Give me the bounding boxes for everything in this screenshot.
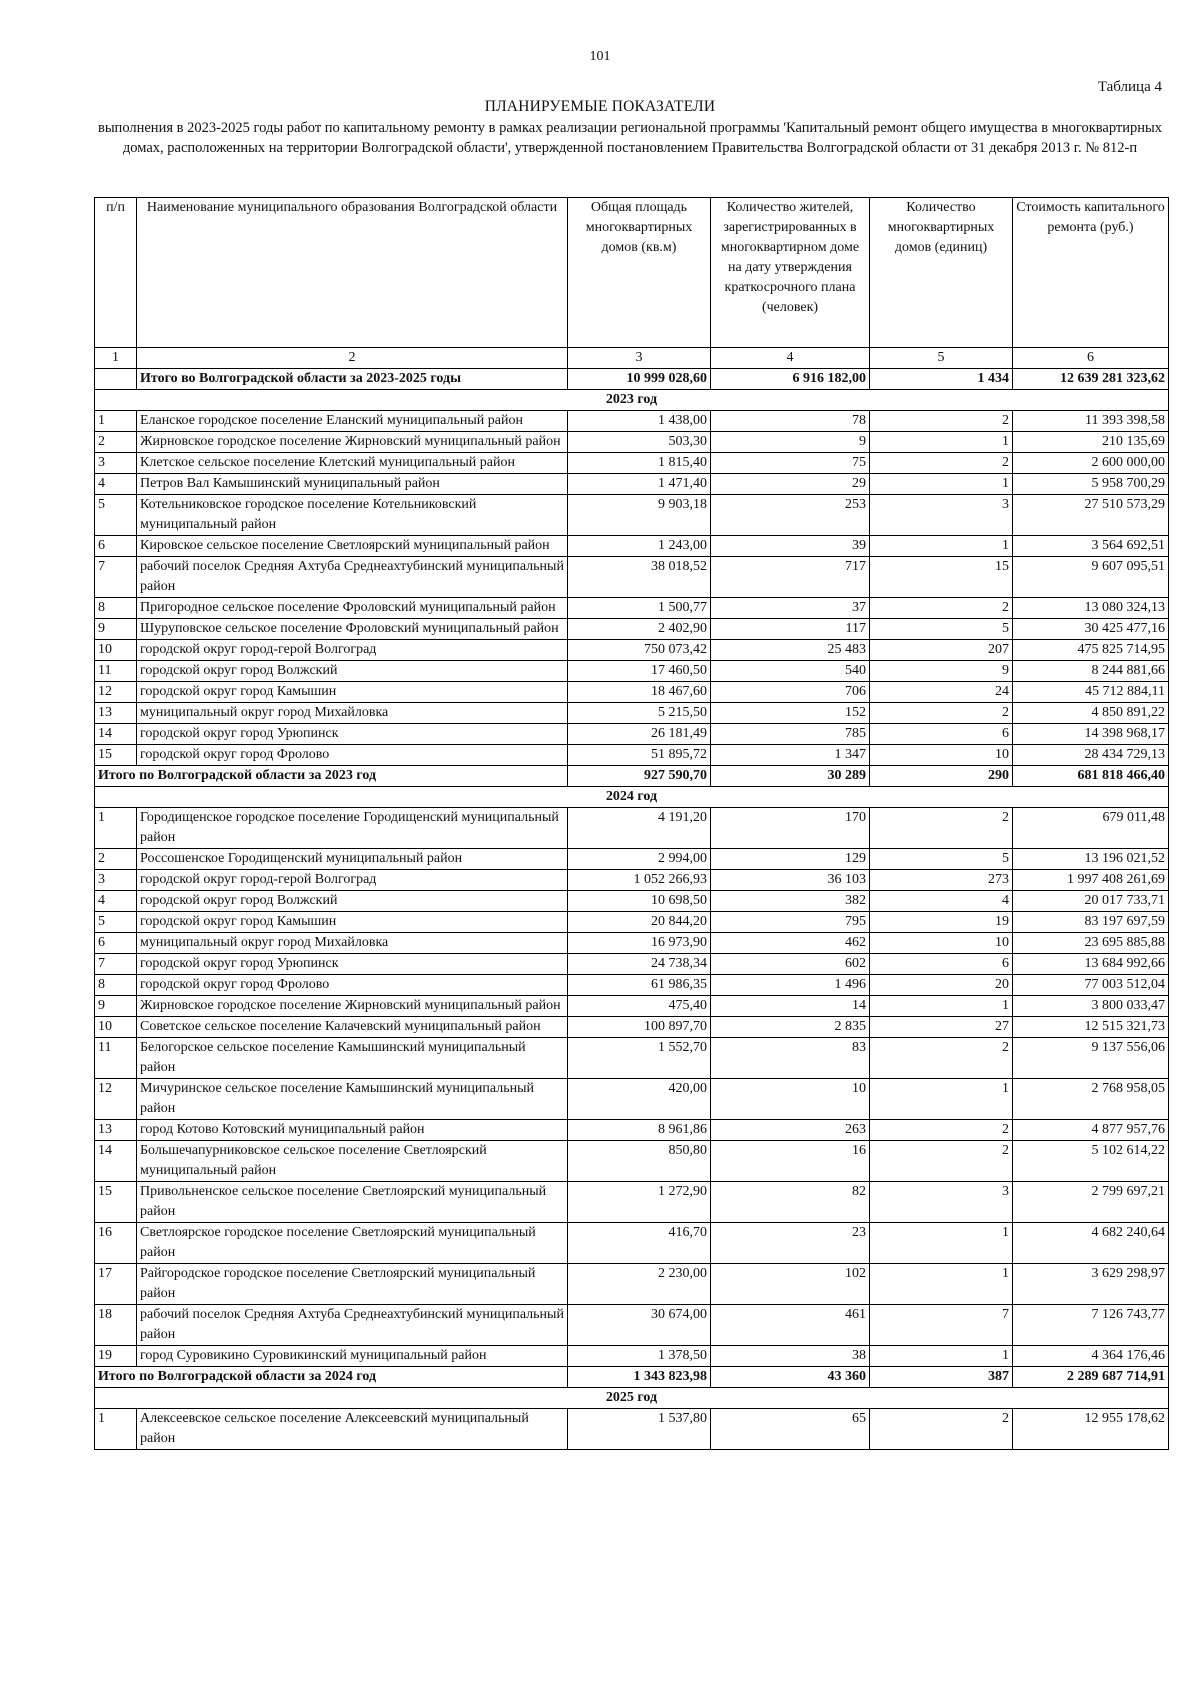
row-residents: 36 103 xyxy=(711,870,870,891)
table-row xyxy=(95,870,1169,891)
row-cost: 83 197 697,59 xyxy=(1013,912,1169,933)
row-municipality-name: рабочий поселок Средняя Ахтуба Среднеахтубинский муниципальный район xyxy=(137,1305,568,1346)
year-total-residents: 43 360 xyxy=(711,1367,870,1388)
row-houses: 6 xyxy=(870,954,1013,975)
row-area: 1 815,40 xyxy=(568,453,711,474)
row-area: 1 272,90 xyxy=(568,1182,711,1223)
row-number: 3 xyxy=(95,453,137,474)
row-residents: 170 xyxy=(711,808,870,849)
row-residents: 253 xyxy=(711,495,870,536)
row-area: 20 844,20 xyxy=(568,912,711,933)
table-row xyxy=(95,640,1169,661)
table-row xyxy=(95,703,1169,724)
table-row xyxy=(95,808,1169,849)
row-number: 5 xyxy=(95,495,137,536)
row-houses: 1 xyxy=(870,1346,1013,1367)
row-houses: 1 xyxy=(870,996,1013,1017)
row-houses: 9 xyxy=(870,661,1013,682)
row-area: 9 903,18 xyxy=(568,495,711,536)
row-area: 1 537,80 xyxy=(568,1409,711,1450)
row-number: 8 xyxy=(95,975,137,996)
row-houses: 1 xyxy=(870,536,1013,557)
row-residents: 16 xyxy=(711,1141,870,1182)
column-index: 3 xyxy=(568,348,711,369)
row-residents: 83 xyxy=(711,1038,870,1079)
grand-total-row xyxy=(95,369,1169,390)
row-residents: 23 xyxy=(711,1223,870,1264)
row-number: 9 xyxy=(95,996,137,1017)
row-houses: 7 xyxy=(870,1305,1013,1346)
row-area: 2 994,00 xyxy=(568,849,711,870)
row-number: 1 xyxy=(95,808,137,849)
row-houses: 1 xyxy=(870,1079,1013,1120)
row-area: 416,70 xyxy=(568,1223,711,1264)
page-number: 101 xyxy=(589,49,611,64)
row-area: 475,40 xyxy=(568,996,711,1017)
row-houses: 27 xyxy=(870,1017,1013,1038)
row-residents: 263 xyxy=(711,1120,870,1141)
table-row xyxy=(95,1017,1169,1038)
row-municipality-name: Белогорское сельское поселение Камышинский муниципальный район xyxy=(137,1038,568,1079)
year-total-cost: 2 289 687 714,91 xyxy=(1013,1367,1169,1388)
row-residents: 795 xyxy=(711,912,870,933)
row-houses: 1 xyxy=(870,1264,1013,1305)
row-houses: 15 xyxy=(870,557,1013,598)
year-header-row xyxy=(95,787,1169,808)
row-residents: 25 483 xyxy=(711,640,870,661)
row-municipality-name: Большечапурниковское сельское поселение Светлоярский муниципальный район xyxy=(137,1141,568,1182)
table-row xyxy=(95,724,1169,745)
row-residents: 78 xyxy=(711,411,870,432)
table-row xyxy=(95,954,1169,975)
row-houses: 207 xyxy=(870,640,1013,661)
row-area: 2 230,00 xyxy=(568,1264,711,1305)
table-row xyxy=(95,1141,1169,1182)
row-area: 18 467,60 xyxy=(568,682,711,703)
row-cost: 2 799 697,21 xyxy=(1013,1182,1169,1223)
row-municipality-name: рабочий поселок Средняя Ахтуба Среднеахтубинский муниципальный район xyxy=(137,557,568,598)
row-residents: 117 xyxy=(711,619,870,640)
plan-table xyxy=(94,197,1169,1450)
row-number: 8 xyxy=(95,598,137,619)
row-houses: 2 xyxy=(870,1141,1013,1182)
table-row xyxy=(95,432,1169,453)
year-total-residents: 30 289 xyxy=(711,766,870,787)
table-row xyxy=(95,849,1169,870)
row-number: 12 xyxy=(95,1079,137,1120)
row-municipality-name: Мичуринское сельское поселение Камышинский муниципальный район xyxy=(137,1079,568,1120)
grand-total-number xyxy=(95,369,137,390)
row-municipality-name: Жирновское городское поселение Жирновский муниципальный район xyxy=(137,432,568,453)
row-municipality-name: Пригородное сельское поселение Фроловский муниципальный район xyxy=(137,598,568,619)
row-cost: 2 600 000,00 xyxy=(1013,453,1169,474)
table-row xyxy=(95,598,1169,619)
row-municipality-name: городской округ город Камышин xyxy=(137,682,568,703)
row-residents: 65 xyxy=(711,1409,870,1450)
row-number: 12 xyxy=(95,682,137,703)
row-residents: 102 xyxy=(711,1264,870,1305)
table-row xyxy=(95,474,1169,495)
row-number: 18 xyxy=(95,1305,137,1346)
year-total-label: Итого по Волгоградской области за 2024 год xyxy=(95,1367,568,1388)
column-index: 1 xyxy=(95,348,137,369)
row-municipality-name: Шуруповское сельское поселение Фроловский муниципальный район xyxy=(137,619,568,640)
year-total-houses: 290 xyxy=(870,766,1013,787)
row-houses: 6 xyxy=(870,724,1013,745)
table-label: Таблица 4 xyxy=(1097,79,1162,95)
table-row xyxy=(95,682,1169,703)
row-municipality-name: городской округ город Волжский xyxy=(137,661,568,682)
row-residents: 14 xyxy=(711,996,870,1017)
row-cost: 2 768 958,05 xyxy=(1013,1079,1169,1120)
year-total-area: 1 343 823,98 xyxy=(568,1367,711,1388)
column-header-area: Общая площадь многоквартирных домов (кв.м) xyxy=(568,198,711,348)
grand-total-label: Итого во Волгоградской области за 2023-2025 годы xyxy=(137,369,568,390)
row-cost: 4 850 891,22 xyxy=(1013,703,1169,724)
row-houses: 1 xyxy=(870,432,1013,453)
row-houses: 2 xyxy=(870,453,1013,474)
row-municipality-name: Светлоярское городское поселение Светлоярский муниципальный район xyxy=(137,1223,568,1264)
year-header: 2025 год xyxy=(95,1388,1169,1409)
row-area: 1 471,40 xyxy=(568,474,711,495)
row-cost: 13 684 992,66 xyxy=(1013,954,1169,975)
row-houses: 2 xyxy=(870,1038,1013,1079)
row-residents: 2 835 xyxy=(711,1017,870,1038)
row-houses: 19 xyxy=(870,912,1013,933)
grand-total-cost: 12 639 281 323,62 xyxy=(1013,369,1169,390)
table-row xyxy=(95,1346,1169,1367)
row-municipality-name: Еланское городское поселение Еланский муниципальный район xyxy=(137,411,568,432)
row-cost: 1 997 408 261,69 xyxy=(1013,870,1169,891)
row-cost: 5 102 614,22 xyxy=(1013,1141,1169,1182)
table-row xyxy=(95,1182,1169,1223)
row-municipality-name: городской округ город Камышин xyxy=(137,912,568,933)
row-municipality-name: городской округ город Фролово xyxy=(137,975,568,996)
row-number: 13 xyxy=(95,1120,137,1141)
row-houses: 2 xyxy=(870,598,1013,619)
row-area: 503,30 xyxy=(568,432,711,453)
row-municipality-name: муниципальный округ город Михайловка xyxy=(137,933,568,954)
row-residents: 1 496 xyxy=(711,975,870,996)
row-area: 100 897,70 xyxy=(568,1017,711,1038)
row-residents: 129 xyxy=(711,849,870,870)
column-header-number: п/п xyxy=(95,198,137,348)
row-area: 1 500,77 xyxy=(568,598,711,619)
document-subtitle: выполнения в 2023-2025 годы работ по капитальному ремонту в рамках реализации региональной программы 'Капитальный ремонт общего имущества в многоквартирных домах, расположенных на территории Волгоградской области', утвержденной постановлением Правительства Волгоградской области от 31 декабря 2013 г. № 812-п xyxy=(97,120,1163,156)
table-row xyxy=(95,745,1169,766)
row-cost: 14 398 968,17 xyxy=(1013,724,1169,745)
row-residents: 152 xyxy=(711,703,870,724)
row-number: 10 xyxy=(95,640,137,661)
row-number: 14 xyxy=(95,724,137,745)
row-cost: 12 955 178,62 xyxy=(1013,1409,1169,1450)
row-number: 15 xyxy=(95,1182,137,1223)
table-row xyxy=(95,1409,1169,1450)
column-header-houses: Количество многоквартирных домов (единиц) xyxy=(870,198,1013,348)
row-houses: 2 xyxy=(870,808,1013,849)
row-municipality-name: городской округ город-герой Волгоград xyxy=(137,640,568,661)
table-row xyxy=(95,619,1169,640)
document-title: ПЛАНИРУЕМЫЕ ПОКАЗАТЕЛИ xyxy=(484,98,716,115)
column-index-row xyxy=(95,348,1169,369)
row-municipality-name: Котельниковское городское поселение Котельниковский муниципальный район xyxy=(137,495,568,536)
column-header-name: Наименование муниципального образования Волгоградской области xyxy=(137,198,568,348)
row-cost: 11 393 398,58 xyxy=(1013,411,1169,432)
row-number: 14 xyxy=(95,1141,137,1182)
row-residents: 717 xyxy=(711,557,870,598)
row-residents: 9 xyxy=(711,432,870,453)
row-municipality-name: Жирновское городское поселение Жирновский муниципальный район xyxy=(137,996,568,1017)
row-municipality-name: муниципальный округ город Михайловка xyxy=(137,703,568,724)
row-municipality-name: Городищенское городское поселение Городищенский муниципальный район xyxy=(137,808,568,849)
row-houses: 10 xyxy=(870,745,1013,766)
row-number: 4 xyxy=(95,474,137,495)
grand-total-residents: 6 916 182,00 xyxy=(711,369,870,390)
table-row xyxy=(95,1223,1169,1264)
table-row xyxy=(95,557,1169,598)
row-cost: 9 137 556,06 xyxy=(1013,1038,1169,1079)
plan-table-container xyxy=(94,197,1169,1450)
row-area: 750 073,42 xyxy=(568,640,711,661)
row-cost: 475 825 714,95 xyxy=(1013,640,1169,661)
table-row xyxy=(95,996,1169,1017)
row-number: 11 xyxy=(95,661,137,682)
row-area: 16 973,90 xyxy=(568,933,711,954)
row-houses: 20 xyxy=(870,975,1013,996)
row-cost: 30 425 477,16 xyxy=(1013,619,1169,640)
row-number: 17 xyxy=(95,1264,137,1305)
row-number: 7 xyxy=(95,557,137,598)
row-cost: 45 712 884,11 xyxy=(1013,682,1169,703)
row-area: 61 986,35 xyxy=(568,975,711,996)
row-residents: 10 xyxy=(711,1079,870,1120)
row-area: 8 961,86 xyxy=(568,1120,711,1141)
row-number: 13 xyxy=(95,703,137,724)
row-cost: 13 196 021,52 xyxy=(1013,849,1169,870)
row-houses: 5 xyxy=(870,849,1013,870)
row-number: 6 xyxy=(95,536,137,557)
grand-total-houses: 1 434 xyxy=(870,369,1013,390)
row-municipality-name: город Котово Котовский муниципальный район xyxy=(137,1120,568,1141)
table-row xyxy=(95,933,1169,954)
row-cost: 7 126 743,77 xyxy=(1013,1305,1169,1346)
row-residents: 461 xyxy=(711,1305,870,1346)
row-cost: 3 564 692,51 xyxy=(1013,536,1169,557)
row-number: 6 xyxy=(95,933,137,954)
row-residents: 785 xyxy=(711,724,870,745)
row-area: 4 191,20 xyxy=(568,808,711,849)
row-area: 24 738,34 xyxy=(568,954,711,975)
row-cost: 77 003 512,04 xyxy=(1013,975,1169,996)
column-header-residents: Количество жителей, зарегистрированных в многоквартирном доме на дату утверждения краткосрочного плана (человек) xyxy=(711,198,870,348)
year-total-cost: 681 818 466,40 xyxy=(1013,766,1169,787)
row-municipality-name: городской округ город-герой Волгоград xyxy=(137,870,568,891)
row-houses: 2 xyxy=(870,411,1013,432)
row-number: 9 xyxy=(95,619,137,640)
row-area: 1 378,50 xyxy=(568,1346,711,1367)
row-municipality-name: городской округ город Урюпинск xyxy=(137,954,568,975)
row-area: 420,00 xyxy=(568,1079,711,1120)
row-houses: 5 xyxy=(870,619,1013,640)
row-number: 7 xyxy=(95,954,137,975)
table-row xyxy=(95,453,1169,474)
row-number: 10 xyxy=(95,1017,137,1038)
row-houses: 2 xyxy=(870,1409,1013,1450)
row-cost: 20 017 733,71 xyxy=(1013,891,1169,912)
row-residents: 37 xyxy=(711,598,870,619)
row-residents: 1 347 xyxy=(711,745,870,766)
column-header-cost: Стоимость капитального ремонта (руб.) xyxy=(1013,198,1169,348)
row-number: 15 xyxy=(95,745,137,766)
row-area: 51 895,72 xyxy=(568,745,711,766)
row-municipality-name: Петров Вал Камышинский муниципальный район xyxy=(137,474,568,495)
row-area: 1 052 266,93 xyxy=(568,870,711,891)
year-header: 2024 год xyxy=(95,787,1169,808)
row-cost: 5 958 700,29 xyxy=(1013,474,1169,495)
table-row xyxy=(95,891,1169,912)
table-body xyxy=(95,369,1169,1450)
row-area: 1 243,00 xyxy=(568,536,711,557)
year-header-row xyxy=(95,390,1169,411)
row-residents: 82 xyxy=(711,1182,870,1223)
row-residents: 382 xyxy=(711,891,870,912)
column-index: 4 xyxy=(711,348,870,369)
row-number: 11 xyxy=(95,1038,137,1079)
row-number: 1 xyxy=(95,1409,137,1450)
row-houses: 1 xyxy=(870,1223,1013,1264)
table-row xyxy=(95,1079,1169,1120)
row-number: 19 xyxy=(95,1346,137,1367)
row-houses: 2 xyxy=(870,703,1013,724)
year-header: 2023 год xyxy=(95,390,1169,411)
row-residents: 602 xyxy=(711,954,870,975)
row-houses: 273 xyxy=(870,870,1013,891)
row-houses: 2 xyxy=(870,1120,1013,1141)
row-area: 26 181,49 xyxy=(568,724,711,745)
row-municipality-name: Райгородское городское поселение Светлоярский муниципальный район xyxy=(137,1264,568,1305)
table-row xyxy=(95,975,1169,996)
year-header-row xyxy=(95,1388,1169,1409)
row-residents: 29 xyxy=(711,474,870,495)
row-residents: 706 xyxy=(711,682,870,703)
header-row xyxy=(95,198,1169,348)
row-cost: 4 877 957,76 xyxy=(1013,1120,1169,1141)
row-residents: 38 xyxy=(711,1346,870,1367)
row-area: 38 018,52 xyxy=(568,557,711,598)
row-houses: 3 xyxy=(870,495,1013,536)
table-row xyxy=(95,1120,1169,1141)
row-houses: 1 xyxy=(870,474,1013,495)
year-total-row xyxy=(95,1367,1169,1388)
row-area: 17 460,50 xyxy=(568,661,711,682)
row-municipality-name: городской округ город Урюпинск xyxy=(137,724,568,745)
row-municipality-name: Кировское сельское поселение Светлоярский муниципальный район xyxy=(137,536,568,557)
row-municipality-name: Россошенское Городищенский муниципальный район xyxy=(137,849,568,870)
grand-total-area: 10 999 028,60 xyxy=(568,369,711,390)
year-total-area: 927 590,70 xyxy=(568,766,711,787)
row-cost: 27 510 573,29 xyxy=(1013,495,1169,536)
table-row xyxy=(95,661,1169,682)
table-row xyxy=(95,495,1169,536)
column-index: 5 xyxy=(870,348,1013,369)
row-houses: 10 xyxy=(870,933,1013,954)
row-cost: 3 800 033,47 xyxy=(1013,996,1169,1017)
row-cost: 8 244 881,66 xyxy=(1013,661,1169,682)
row-residents: 75 xyxy=(711,453,870,474)
row-residents: 39 xyxy=(711,536,870,557)
row-number: 2 xyxy=(95,849,137,870)
row-number: 3 xyxy=(95,870,137,891)
table-row xyxy=(95,411,1169,432)
row-residents: 462 xyxy=(711,933,870,954)
row-area: 10 698,50 xyxy=(568,891,711,912)
row-municipality-name: городской округ город Волжский xyxy=(137,891,568,912)
row-houses: 4 xyxy=(870,891,1013,912)
row-cost: 4 364 176,46 xyxy=(1013,1346,1169,1367)
row-houses: 3 xyxy=(870,1182,1013,1223)
year-total-houses: 387 xyxy=(870,1367,1013,1388)
row-cost: 9 607 095,51 xyxy=(1013,557,1169,598)
row-cost: 4 682 240,64 xyxy=(1013,1223,1169,1264)
row-area: 1 438,00 xyxy=(568,411,711,432)
row-cost: 12 515 321,73 xyxy=(1013,1017,1169,1038)
row-municipality-name: Советское сельское поселение Калачевский муниципальный район xyxy=(137,1017,568,1038)
row-cost: 679 011,48 xyxy=(1013,808,1169,849)
row-cost: 28 434 729,13 xyxy=(1013,745,1169,766)
table-row xyxy=(95,1305,1169,1346)
row-number: 1 xyxy=(95,411,137,432)
row-municipality-name: городской округ город Фролово xyxy=(137,745,568,766)
year-total-label: Итого по Волгоградской области за 2023 год xyxy=(95,766,568,787)
table-row xyxy=(95,912,1169,933)
table-row xyxy=(95,536,1169,557)
row-area: 2 402,90 xyxy=(568,619,711,640)
row-number: 2 xyxy=(95,432,137,453)
row-cost: 210 135,69 xyxy=(1013,432,1169,453)
column-index: 2 xyxy=(137,348,568,369)
row-residents: 540 xyxy=(711,661,870,682)
row-area: 850,80 xyxy=(568,1141,711,1182)
row-municipality-name: Клетское сельское поселение Клетский муниципальный район xyxy=(137,453,568,474)
row-number: 16 xyxy=(95,1223,137,1264)
row-cost: 3 629 298,97 xyxy=(1013,1264,1169,1305)
row-cost: 13 080 324,13 xyxy=(1013,598,1169,619)
row-number: 4 xyxy=(95,891,137,912)
row-area: 1 552,70 xyxy=(568,1038,711,1079)
row-municipality-name: Алексеевское сельское поселение Алексеевский муниципальный район xyxy=(137,1409,568,1450)
table-row xyxy=(95,1038,1169,1079)
row-area: 30 674,00 xyxy=(568,1305,711,1346)
table-row xyxy=(95,1264,1169,1305)
row-houses: 24 xyxy=(870,682,1013,703)
column-index: 6 xyxy=(1013,348,1169,369)
row-municipality-name: город Суровикино Суровикинский муниципальный район xyxy=(137,1346,568,1367)
row-municipality-name: Привольненское сельское поселение Светлоярский муниципальный район xyxy=(137,1182,568,1223)
year-total-row xyxy=(95,766,1169,787)
row-cost: 23 695 885,88 xyxy=(1013,933,1169,954)
row-number: 5 xyxy=(95,912,137,933)
row-area: 5 215,50 xyxy=(568,703,711,724)
